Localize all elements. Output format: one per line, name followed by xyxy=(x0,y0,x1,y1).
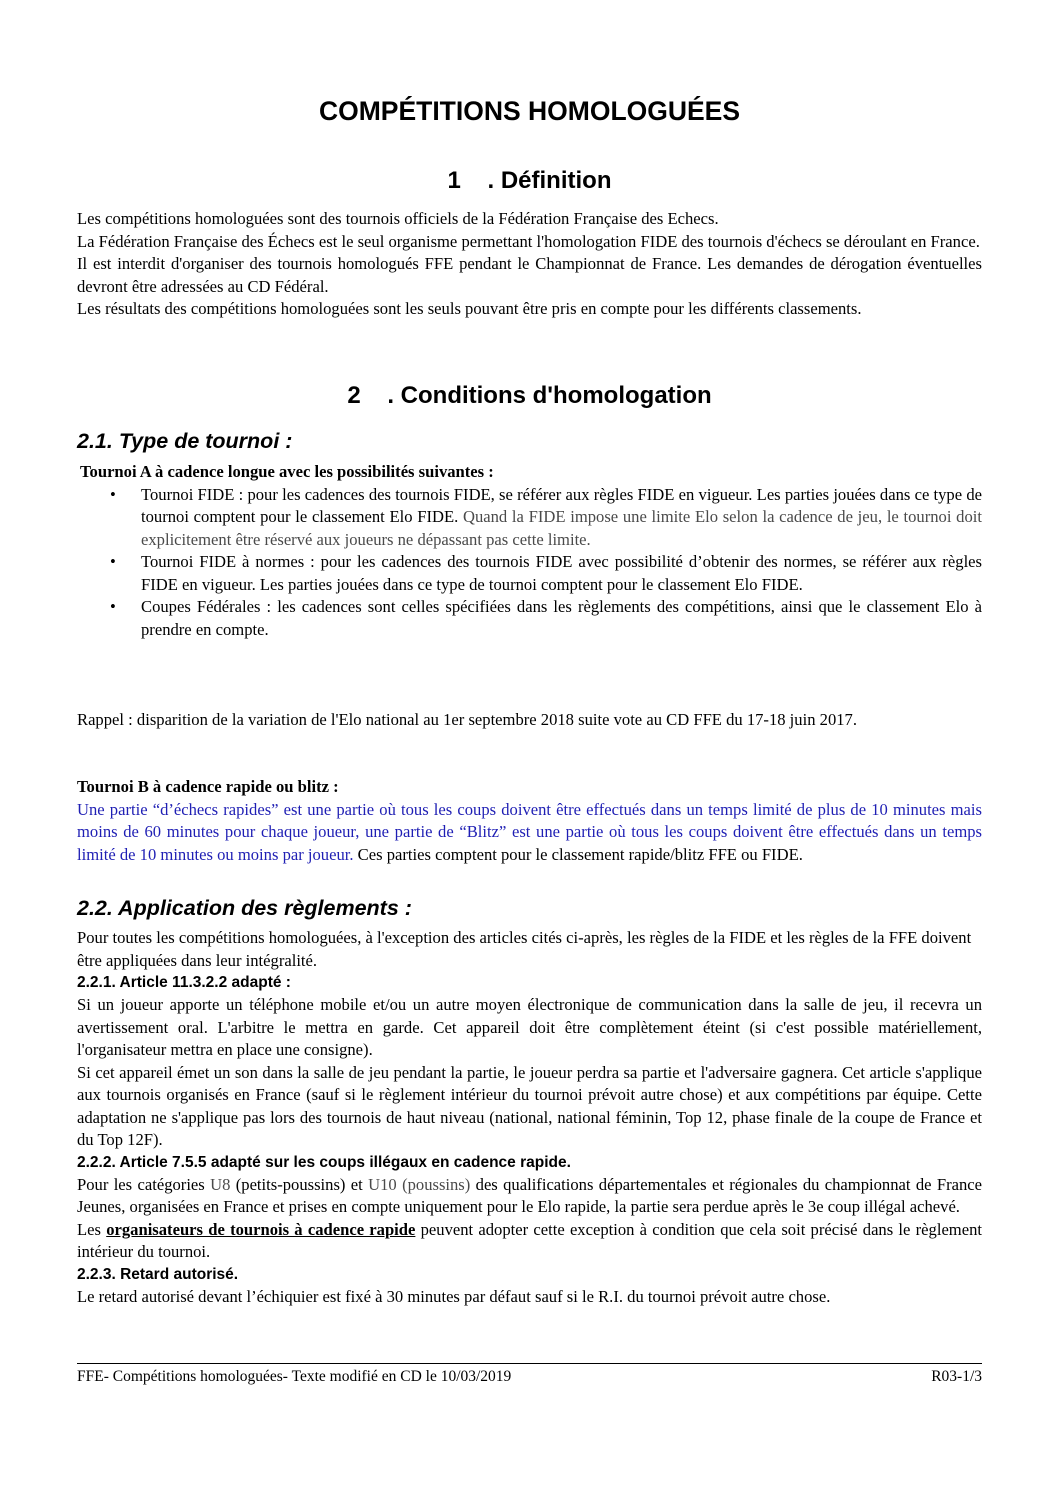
paragraph: Les résultats des compétitions homologuées sont les seuls pouvant être pris en compte pour les différents classements. xyxy=(77,299,862,318)
section-2-number: 2 xyxy=(347,382,361,409)
bullet-icon: • xyxy=(110,552,116,571)
paragraph: Il est interdit d'organiser des tournois homologués FFE pendant le Championnat de France. Les demandes de dérogation éventuelles devront être adressées au CD Fédéral. xyxy=(77,254,982,296)
underlined-term: organisateurs de tournois à cadence rapide xyxy=(106,1219,416,1239)
paragraph: Les compétitions homologuées sont des tournois officiels de la Fédération Française des Echecs. xyxy=(77,209,719,228)
tournoi-b-label: Tournoi B à cadence rapide ou blitz : xyxy=(77,777,339,796)
document-title: COMPÉTITIONS HOMOLOGUÉES xyxy=(318,96,741,126)
section-1-heading xyxy=(77,166,982,196)
article-2-2-2-heading: 2.2.2. Article 7.5.5 adapté sur les coups illégaux en cadence rapide. xyxy=(77,1153,571,1171)
paragraph: La Fédération Française des Échecs est le seul organisme permettant l'homologation FIDE des tournois d'échecs se déroulant en France. xyxy=(77,231,980,251)
subsection-2-1-body xyxy=(77,461,982,641)
rappel-paragraph: Rappel : disparition de la variation de l'Elo national au 1er septembre 2018 suite vote au CD FFE du 17-18 juin 2017. xyxy=(77,710,857,729)
paragraph: Si cet appareil émet un son dans la salle de jeu pendant la partie, le joueur perdra sa partie et l'adversaire gagnera. Cet article s'applique aux tournois organisés en France (sauf si le règlement intérieur du tournoi prévoit autre chose) et aux compétitions par équipe. Cette adaptation ne s'applique pas lors des tournois de haut niveau (national, national féminin, Top 12, phase finale de la coupe de France et du Top 12F). xyxy=(77,1062,982,1149)
paragraph: Les organisateurs de tournois à cadence rapide peuvent adopter cette exception à condition que cela soit précisé dans le règlement intérieur du tournoi. xyxy=(77,1219,982,1261)
list-item: • Tournoi FIDE : pour les cadences des tournois FIDE, se référer aux règles FIDE en vigueur. Les parties jouées dans ce type de tournoi comptent pour le classement Elo FIDE. Quand la FIDE impose une limite Elo selon la cadence de jeu, le tournoi doit explicitement être réservé aux joueurs ne dépassant pas cette limite. xyxy=(110,484,982,549)
page-footer xyxy=(77,1367,982,1387)
tournoi-a-list xyxy=(77,484,982,642)
bullet-icon: • xyxy=(110,484,116,504)
list-item: • Coupes Fédérales : les cadences sont celles spécifiées dans les règlements des compétitions, ainsi que le classement Elo à prendre en compte. xyxy=(110,597,982,639)
section-1-title: . Définition xyxy=(487,167,612,194)
footer-divider xyxy=(77,1363,982,1364)
section-2-heading xyxy=(77,381,982,411)
subsection-2-2-heading: 2.2. Application des règlements : xyxy=(77,896,412,920)
section-1-number: 1 xyxy=(447,167,461,194)
subsection-2-2-body xyxy=(77,927,982,1308)
paragraph: Le retard autorisé devant l’échiquier est fixé à 30 minutes par défaut sauf si le R.I. du tournoi prévoit autre chose. xyxy=(77,1286,831,1306)
subsection-2-1-heading: 2.1. Type de tournoi : xyxy=(77,429,293,453)
tournoi-b-paragraph: Une partie “d’échecs rapides” est une partie où tous les coups doivent être effectués dans un temps limité de plus de 10 minutes mais moins de 60 minutes pour chaque joueur, une partie de “Blitz” est une partie où tous les coups doivent être effectués dans un temps limité de 10 minutes ou moins par joueur. Ces parties comptent pour le classement rapide/blitz FFE ou FIDE. xyxy=(77,799,982,864)
footer-page-number: R03-1/3 xyxy=(931,1368,982,1385)
list-item: • Tournoi FIDE à normes : pour les cadences des tournois FIDE avec possibilité d’obtenir des normes, se référer aux règles FIDE en vigueur. Les parties jouées dans ce type de tournoi comptent pour le classement Elo FIDE. xyxy=(110,552,982,594)
paragraph: Si un joueur apporte un téléphone mobile et/ou un autre moyen électronique de communication dans la salle de jeu, il recevra un avertissement oral. L'arbitre le mettra en garde. Cet appareil doit être complètement éteint (si c'est possible matériellement, l'organisateur mettra en place une consigne). xyxy=(77,995,982,1059)
section-1-body xyxy=(77,208,982,321)
article-2-2-1-heading: 2.2.1. Article 11.3.2.2 adapté : xyxy=(77,974,291,991)
bullet-icon: • xyxy=(110,597,116,616)
tournoi-b-block xyxy=(77,776,982,866)
article-2-2-3-heading: 2.2.3. Retard autorisé. xyxy=(77,1265,239,1283)
footer-left-text: FFE- Compétitions homologuées- Texte modifié en CD le 10/03/2019 xyxy=(77,1368,512,1385)
section-2-title: . Conditions d'homologation xyxy=(387,382,712,409)
rappel-block xyxy=(77,709,982,732)
paragraph: Pour les catégories U8 (petits-poussins) et U10 (poussins) des qualifications départementales et régionales du championnat de France Jeunes, organisées en France et prises en compte uniquement pour le Elo rapide, la partie sera perdue après le 3e coup illégal achevé. xyxy=(77,1174,982,1216)
tournoi-a-label: Tournoi A à cadence longue avec les possibilités suivantes : xyxy=(80,462,494,481)
paragraph: Pour toutes les compétitions homologuées, à l'exception des articles cités ci-après, les règles de la FIDE et les règles de la FFE doivent être appliquées dans leur intégralité. xyxy=(77,928,972,970)
